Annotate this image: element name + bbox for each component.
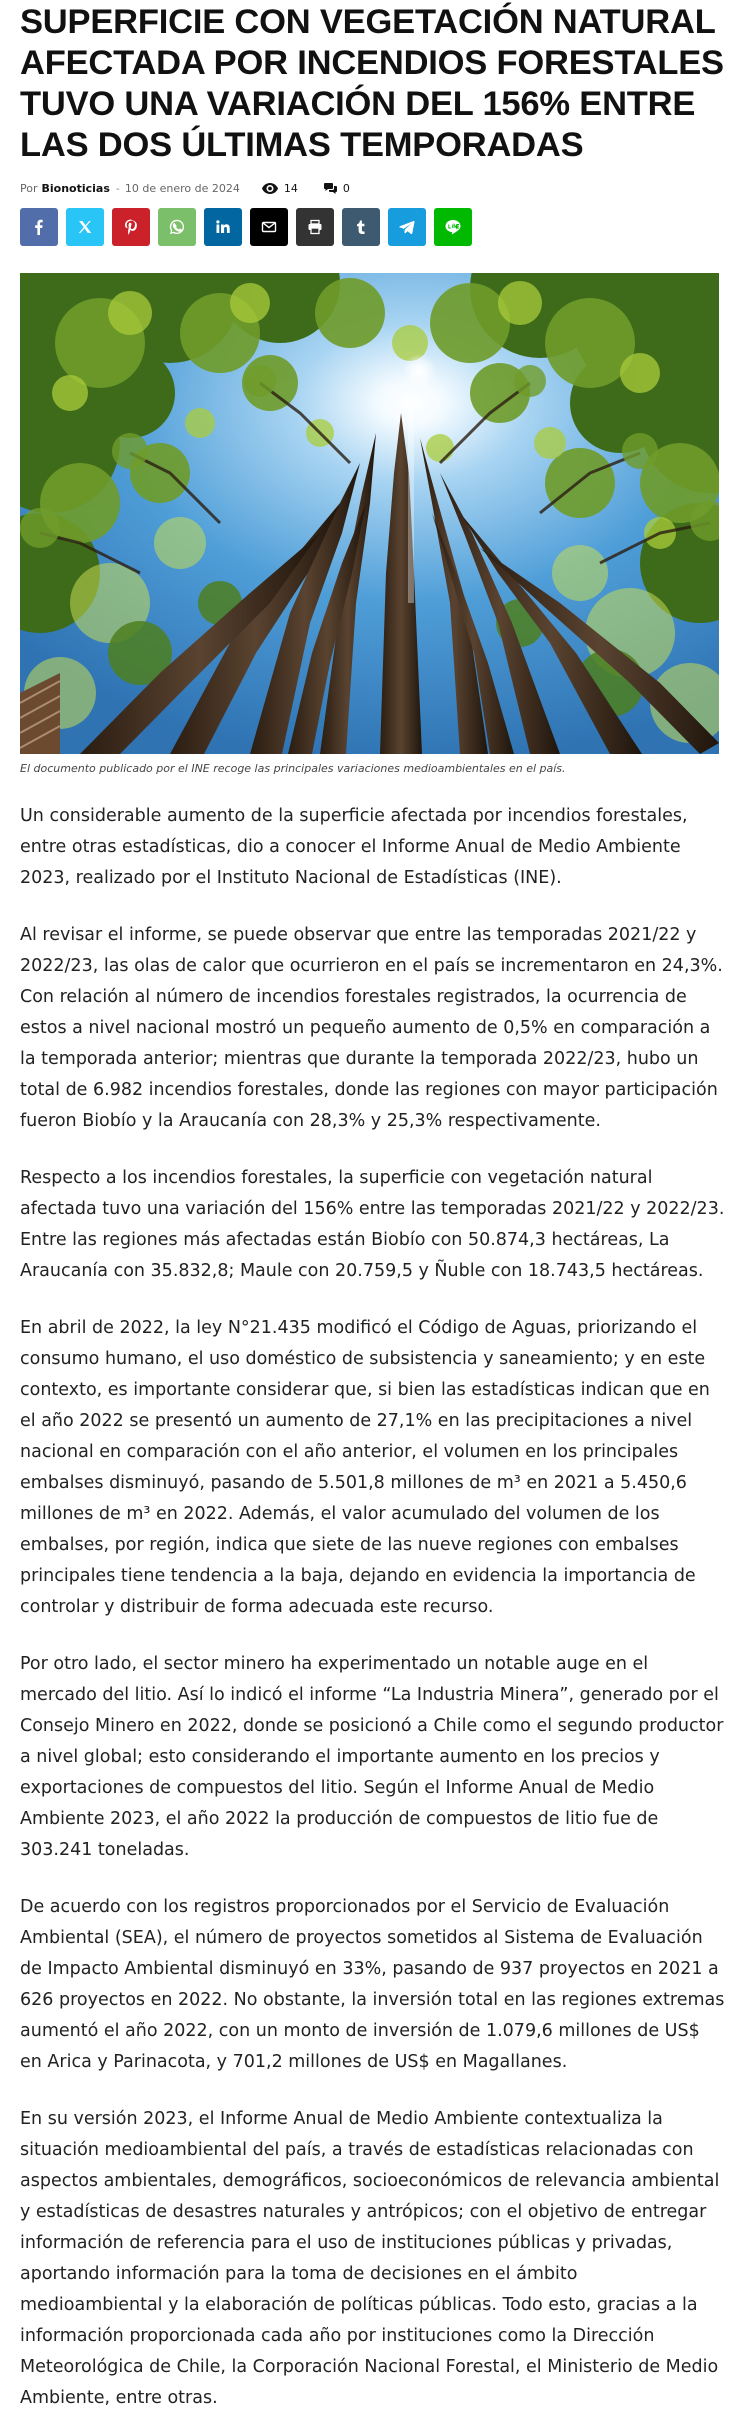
paragraph: Al revisar el informe, se puede observar que entre las temporadas 2021/22 y 2022/23, las olas de calor que ocurrieron en el país se incrementaron en 24,3%. Con relación al número de incendios forestales registrados, la ocurrencia de estos a nivel nacional mostró un pequeño aumento de 0,5% en comparación a la temporada anterior; mientras que durante la temporada 2022/23, hubo un total de 6.982 incendios forestales, donde las regiones con mayor participación fueron Biobío y la Araucanía con 28,3% y 25,3% respectivamente. <box>20 925 723 1131</box>
paragraph: Un considerable aumento de la superficie afectada por incendios forestales, entre otras estadísticas, dio a conocer el Informe Anual de Medio Ambiente 2023, realizado por el Instituto Nacional de Estadísticas (INE). <box>20 806 688 888</box>
meta-separator: - <box>115 181 120 195</box>
paragraph: En abril de 2022, la ley N°21.435 modificó el Código de Aguas, priorizando el consumo humano, el uso doméstico de subsistencia y saneamiento; y en este contexto, es importante considerar que, si bien las estadísticas indican que en el año 2022 se presentó un aumento de 27,1% en las precipitaciones a nivel nacional en comparación con el año anterior, el volumen en los principales embalses disminuyó, pasando de 5.501,8 millones de m³ en 2021 a 5.450,6 millones de m³ en 2022. Además, el valor acumulado del volumen de los embalses, por región, indica que siete de las nueve regiones con embalses principales tiene tendencia a la baja, dejando en evidencia la importancia de controlar y distribuir de forma adecuada este recurso. <box>20 1318 710 1617</box>
line-icon <box>444 218 462 236</box>
print-icon <box>306 218 324 236</box>
article-image <box>20 273 719 754</box>
pinterest-icon <box>122 218 140 236</box>
publish-date: 10 de enero de 2024 <box>124 181 240 195</box>
share-facebook-button[interactable] <box>20 208 58 246</box>
share-tumblr-button[interactable] <box>342 208 380 246</box>
share-whatsapp-button[interactable] <box>158 208 196 246</box>
share-bar <box>20 208 725 246</box>
paragraph: De acuerdo con los registros proporcionados por el Servicio de Evaluación Ambiental (SEA), el número de proyectos sometidos al Sistema de Evaluación de Impacto Ambiental disminuyó en 33%, pasando de 937 proyectos en 2021 a 626 proyectos en 2022. No obstante, la inversión total en las regiones extremas aumentó el año 2022, con un monto de inversión de 1.079,6 millones de US$ en Arica y Parinacota, y 701,2 millones de US$ en Magallanes. <box>20 1897 725 2072</box>
linkedin-icon <box>214 218 232 236</box>
view-count <box>262 182 298 195</box>
comment-count-value: 0 <box>342 181 350 195</box>
share-telegram-button[interactable] <box>388 208 426 246</box>
share-pinterest-button[interactable] <box>112 208 150 246</box>
eye-icon <box>262 183 278 194</box>
comment-count[interactable] <box>324 182 350 195</box>
image-caption: El documento publicado por el INE recoge las principales variaciones medioambientales en el país. <box>20 762 566 775</box>
share-linkedin-button[interactable] <box>204 208 242 246</box>
share-x-button[interactable] <box>66 208 104 246</box>
byline-prefix: Por <box>20 181 38 195</box>
paragraph: Por otro lado, el sector minero ha experimentado un notable auge en el mercado del litio. Así lo indicó el informe “La Industria Minera”, generado por el Consejo Minero en 2022, donde se posicionó a Chile como el segundo productor a nivel global; esto considerando el importante aumento en los precios y exportaciones de compuestos del litio. Según el Informe Anual de Medio Ambiente 2023, el año 2022 la producción de compuestos de litio fue de 303.241 toneladas. <box>20 1654 724 1860</box>
x-icon <box>76 218 94 236</box>
facebook-icon <box>30 218 48 236</box>
telegram-icon <box>398 218 416 236</box>
article-title: SUPERFICIE CON VEGETACIÓN NATURAL AFECTADA POR INCENDIOS FORESTALES TUVO UNA VARIACIÓN DEL 156% ENTRE LAS DOS ÚLTIMAS TEMPORADAS <box>20 3 724 164</box>
whatsapp-icon <box>168 218 186 236</box>
paragraph: Respecto a los incendios forestales, la superficie con vegetación natural afectada tuvo una variación del 156% entre las temporadas 2021/22 y 2022/23. Entre las regiones más afectadas están Biobío con 50.874,3 hectáreas, La Araucanía con 35.832,8; Maule con 20.759,5 y Ñuble con 18.743,5 hectáreas. <box>20 1168 725 1281</box>
tumblr-icon <box>352 218 370 236</box>
email-icon <box>260 218 278 236</box>
share-email-button[interactable] <box>250 208 288 246</box>
share-line-button[interactable] <box>434 208 472 246</box>
article-body <box>20 801 725 2414</box>
view-count-value: 14 <box>283 181 298 195</box>
forest-canopy-photo <box>20 273 719 754</box>
article-meta <box>20 180 725 196</box>
author-link[interactable]: Bionoticias <box>41 181 110 195</box>
paragraph: En su versión 2023, el Informe Anual de Medio Ambiente contextualiza la situación medioambiental del país, a través de estadísticas relacionadas con aspectos ambientales, demográficos, socioeconómicos de relevancia ambiental y estadísticas de desastres naturales y antrópicos; con el objetivo de entregar información de referencia para el uso de instituciones públicas y privadas, aportando información para la toma de decisiones en el ámbito medioambiental y la elaboración de políticas públicas. Todo esto, gracias a la información proporcionada cada año por instituciones como la Dirección Meteorológica de Chile, la Corporación Nacional Forestal, el Ministerio de Medio Ambiente, entre otras. <box>20 2109 720 2408</box>
comments-icon <box>324 183 337 194</box>
share-print-button[interactable] <box>296 208 334 246</box>
